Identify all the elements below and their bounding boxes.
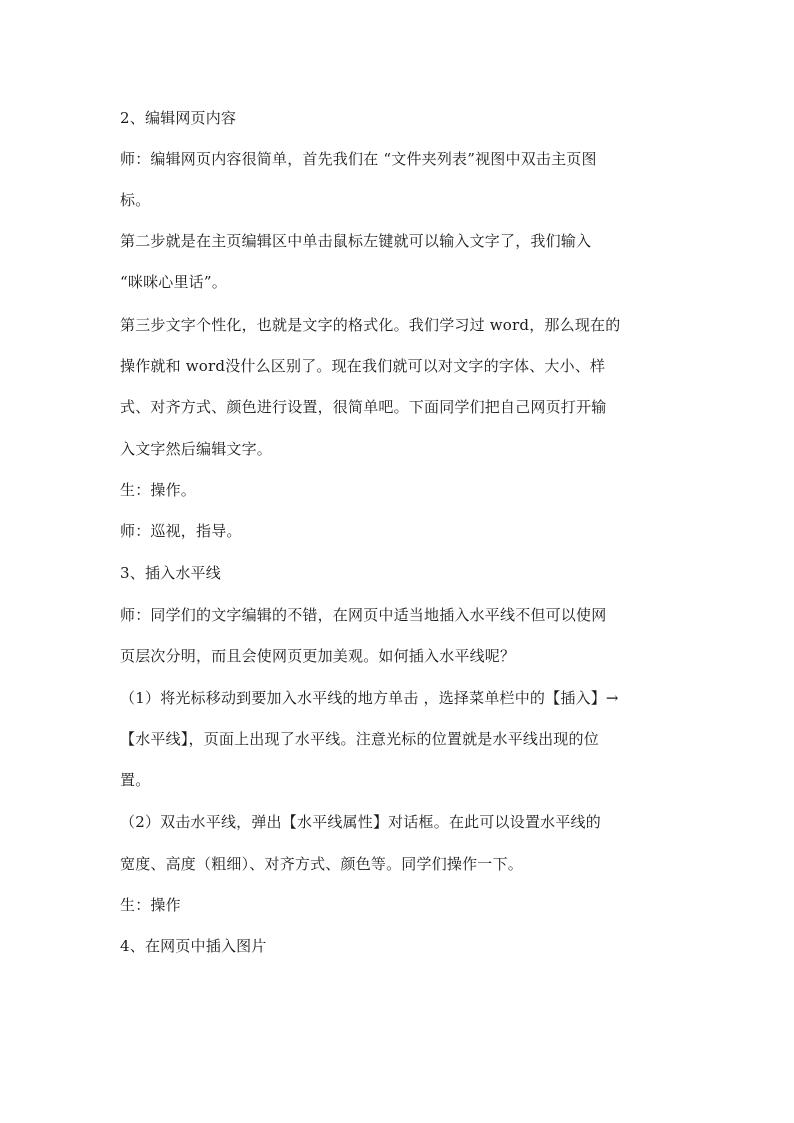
paragraph-line: 式、对齐方式、颜色进行设置，很简单吧。下面同学们把自己网页打开输: [120, 398, 607, 416]
paragraph-line: 第三步文字个性化，也就是文字的格式化。我们学习过 word，那么现在的: [120, 316, 621, 334]
paragraph-line: 生：操作: [120, 896, 181, 914]
paragraph-line: 入文字然后编辑文字。: [120, 440, 273, 458]
paragraph-line: 置。: [120, 771, 151, 789]
paragraph-line: 宽度、高度（粗细）、对齐方式、颜色等。同学们操作一下。: [120, 855, 523, 873]
paragraph-line: （2）双击水平线，弹出【水平线属性】对话框。在此可以设置水平线的: [120, 813, 601, 831]
section-heading-insert-hr: 3、插入水平线: [120, 564, 221, 582]
paragraph-line: “咪咪心里话”。: [120, 273, 227, 291]
paragraph-line: 【水平线】，页面上出现了水平线。注意光标的位置就是水平线出现的位: [120, 730, 599, 748]
paragraph-line: 生：操作。: [120, 481, 197, 499]
paragraph-line: （1）将光标移动到要加入水平线的地方单击 ，选择菜单栏中的【插入】→: [120, 689, 619, 707]
paragraph-line: 第二步就是在主页编辑区中单击鼠标左键就可以输入文字了，我们输入: [120, 232, 592, 250]
paragraph-line: 师：巡视，指导。: [120, 522, 242, 540]
section-heading-edit-content: 2、编辑网页内容: [120, 109, 237, 127]
paragraph-line: 师：同学们的文字编辑的不错，在网页中适当地插入水平线不但可以使网: [120, 606, 607, 624]
section-heading-insert-image: 4、在网页中插入图片: [120, 937, 267, 955]
paragraph-line: 标。: [120, 191, 151, 209]
paragraph-line: 操作就和 word没什么区别了。现在我们就可以对文字的字体、大小、样: [120, 357, 606, 375]
paragraph-line: 师：编辑网页内容很简单，首先我们在 “文件夹列表”视图中双击主页图: [120, 150, 597, 168]
paragraph-line: 页层次分明，而且会使网页更加美观。如何插入水平线呢？: [120, 647, 516, 665]
